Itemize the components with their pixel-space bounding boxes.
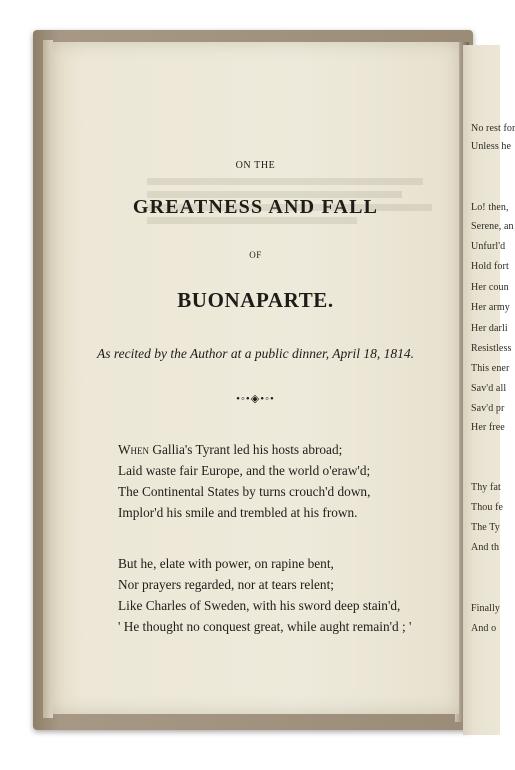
facing-line: Thou fe — [471, 502, 504, 513]
verse-line — [118, 556, 334, 572]
heading-of: OF — [249, 250, 262, 260]
facing-line: And o — [471, 623, 497, 634]
facing-line: Lo! then, — [471, 202, 509, 213]
facing-line: The Ty — [471, 522, 500, 533]
facing-line: This ener — [471, 363, 510, 374]
verse-text: Implor'd his smile and trembled at his frown. — [118, 505, 358, 520]
verse-text: But he, elate with power, on rapine bent, — [118, 556, 334, 571]
facing-line: And th — [471, 542, 500, 553]
facing-line: Sav'd all — [471, 383, 507, 394]
verse-line — [118, 619, 411, 635]
facing-line: No rest for — [471, 123, 515, 134]
facing-line: Thy fat — [471, 482, 501, 493]
verse-lead-word: When — [118, 442, 150, 457]
verse-line — [118, 484, 370, 500]
facing-line: Her army — [471, 302, 510, 313]
ornament-divider: •◦•◈•◦• — [236, 393, 275, 405]
facing-line: Finally — [471, 603, 501, 614]
verse-line — [118, 598, 400, 614]
verse-text: ' He thought no conquest great, while aught remain'd ; ' — [118, 619, 412, 634]
facing-line: Unless he — [471, 141, 512, 152]
verse-text: Like Charles of Sweden, with his sword deep stain'd, — [118, 598, 401, 613]
facing-line: Sav'd pr — [471, 403, 505, 414]
facing-line: Her coun — [471, 282, 509, 293]
verse-text: Nor prayers regarded, nor at tears relent; — [118, 577, 334, 592]
facing-line: Resistless — [471, 343, 512, 354]
facing-page — [463, 45, 515, 735]
verse-line — [118, 505, 357, 521]
verse-text: Gallia's Tyrant led his hosts abroad; — [149, 442, 343, 457]
facing-line: Her free — [471, 422, 505, 433]
facing-line: Her darli — [471, 323, 508, 334]
subtitle: As recited by the Author at a public dinner, April 18, 1814. — [97, 346, 414, 361]
verse-text: The Continental States by turns crouch'd down, — [118, 484, 371, 499]
heading-on-the: ON THE — [235, 160, 276, 171]
verse-text: Laid waste fair Europe, and the world o'eraw'd; — [118, 463, 371, 478]
book-page — [52, 42, 459, 714]
verse-line — [118, 463, 370, 479]
facing-line: Serene, an — [471, 221, 514, 232]
title-line-2: BUONAPARTE. — [177, 288, 334, 312]
title-line-1: GREATNESS AND FALL — [132, 196, 379, 218]
facing-line: Hold fort — [471, 261, 509, 272]
facing-line: Unfurl'd — [471, 241, 506, 252]
verse-line — [118, 577, 334, 593]
verse-line — [118, 442, 342, 458]
